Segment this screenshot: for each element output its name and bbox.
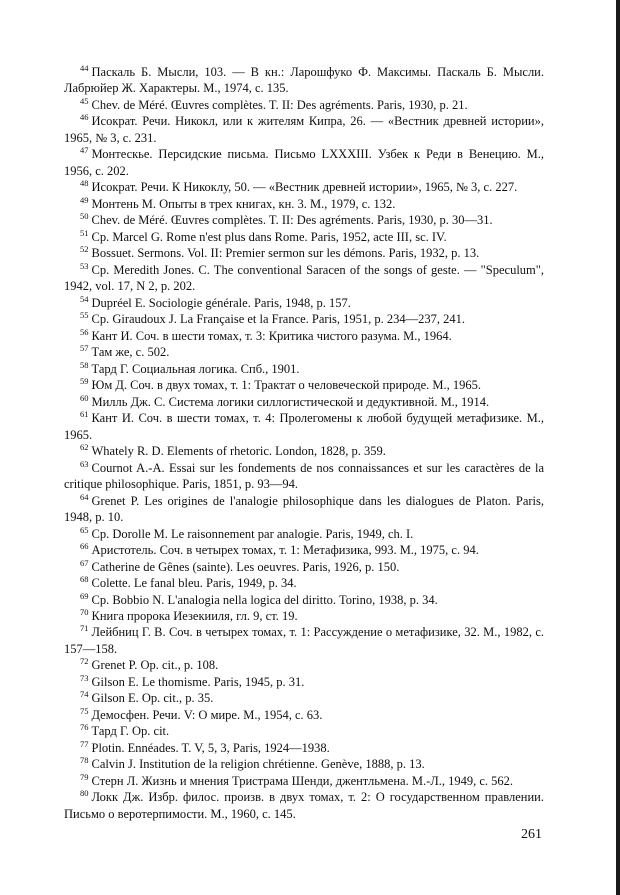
- footnote-number: 47: [80, 145, 89, 156]
- footnote-text: Chev. de Méré. Œuvres complètes. T. II: Des agréments. Paris, 1930, p. 21.: [91, 97, 468, 112]
- footnote-text: Cp. Meredith Jones. C. The conventional Saracen of the songs of geste. — "Speculum", 1942, vol. 17, N 2, p. 202.: [64, 262, 544, 294]
- footnote-text: Книга пророка Иезекииля, гл. 9, ст. 19.: [91, 608, 298, 623]
- footnote-number: 58: [80, 359, 89, 370]
- footnote: [64, 789, 544, 822]
- footnote-number: 77: [80, 738, 89, 749]
- footnote: [64, 113, 544, 146]
- footnote: [64, 64, 544, 97]
- footnote: [64, 245, 544, 261]
- footnote-number: 72: [80, 656, 89, 667]
- page-number: 261: [521, 827, 542, 842]
- footnote-text: Colette. Le fanal bleu. Paris, 1949, p. 34.: [91, 576, 297, 591]
- footnote: [64, 196, 544, 212]
- footnote-text: Calvin J. Institution de la religion chrétienne. Genève, 1888, p. 13.: [91, 757, 425, 772]
- footnote-text: Локк Дж. Избр. филос. произв. в двух томах, т. 2: О государственном правлении. Письмо о веротерпимости. М., 1960, с. 145.: [64, 790, 544, 821]
- footnote-number: 78: [80, 755, 89, 766]
- footnote: [64, 179, 544, 195]
- footnote-number: 80: [80, 788, 89, 799]
- footnote-number: 52: [80, 244, 89, 255]
- footnote-number: 74: [80, 689, 89, 700]
- footnote-text: Стерн Л. Жизнь и мнения Тристрама Шенди, джентльмена. М.-Л., 1949, с. 562.: [91, 773, 514, 788]
- footnote: [64, 575, 544, 591]
- footnote: [64, 756, 544, 772]
- footnote-number: 55: [80, 310, 89, 321]
- footnote-number: 71: [80, 623, 89, 634]
- footnote-text: Whately R. D. Elements of rhetoric. London, 1828, p. 359.: [91, 444, 386, 459]
- footnote: [64, 146, 544, 179]
- footnote: [64, 344, 544, 360]
- footnote-text: Исократ. Речи. Никокл, или к жителям Кипра, 26. — «Вестник древней истории», 1965, № 3, с. 231.: [64, 114, 544, 145]
- footnote: [64, 328, 544, 344]
- footnote-number: 54: [80, 293, 89, 304]
- footnote-text: Bossuet. Sermons. Vol. II: Premier sermon sur les démons. Paris, 1932, p. 13.: [91, 246, 480, 261]
- footnote-number: 51: [80, 227, 89, 238]
- footnote-number: 64: [80, 491, 89, 502]
- footnote-number: 46: [80, 112, 89, 123]
- footnote-number: 57: [80, 343, 89, 354]
- footnote: [64, 707, 544, 723]
- footnote: [64, 97, 544, 113]
- footnote-text: Cp. Dorolle M. Le raisonnement par analogie. Paris, 1949, ch. I.: [91, 526, 414, 541]
- footnote: [64, 443, 544, 459]
- footnote: [64, 493, 544, 526]
- footnote-number: 49: [80, 194, 89, 205]
- footnote: [64, 394, 544, 410]
- footnote-text: Монтескье. Персидские письма. Письмо LXXXIII. Узбек к Реди в Венецию. М., 1956, с. 202.: [64, 147, 544, 178]
- footnote-number: 62: [80, 442, 89, 453]
- footnote-text: Кант И. Соч. в шести томах, т. 3: Критика чистого разума. М., 1964.: [91, 328, 452, 343]
- footnote-text: Исократ. Речи. К Никоклу, 50. — «Вестник древней истории», 1965, № 3, с. 227.: [91, 180, 518, 195]
- footnote-text: Gilson E. Op. cit., p. 35.: [91, 691, 214, 706]
- footnote-number: 63: [80, 458, 89, 469]
- footnote-number: 61: [80, 409, 89, 420]
- footnote: [64, 377, 544, 393]
- footnote: [64, 657, 544, 673]
- footnote-number: 48: [80, 178, 89, 189]
- footnote-text: Там же, с. 502.: [91, 345, 170, 360]
- footnote: [64, 410, 544, 443]
- footnote-text: Chev. de Méré. Œuvres complètes. T. II: Des agréments. Paris, 1930, p. 30—31.: [91, 213, 493, 228]
- footnote-text: Паскаль Б. Мысли, 103. — В кн.: Ларошфуко Ф. Максимы. Паскаль Б. Мысли. Лабрюйер Ж. Характеры. М., 1974, с. 135.: [64, 65, 544, 96]
- footnote-text: Юм Д. Соч. в двух томах, т. 1: Трактат о человеческой природе. М., 1965.: [91, 378, 482, 393]
- footnote: [64, 690, 544, 706]
- footnote: [64, 460, 544, 493]
- footnote-text: Монтень М. Опыты в трех книгах, кн. 3. М., 1979, с. 132.: [91, 196, 396, 211]
- footnote: [64, 295, 544, 311]
- footnote-number: 75: [80, 705, 89, 716]
- footnote-number: 50: [80, 211, 89, 222]
- footnote-number: 68: [80, 574, 89, 585]
- footnote: [64, 674, 544, 690]
- footnote-text: Plotin. Ennéades. T. V, 5, 3, Paris, 1924—1938.: [91, 740, 330, 755]
- footnote-number: 65: [80, 524, 89, 535]
- footnote-number: 56: [80, 326, 89, 337]
- footnote-text: Grenet P. Les origines de l'analogie philosophique dans les dialogues de Platon. Paris, 1948, p. 10.: [64, 493, 544, 525]
- footnote: [64, 229, 544, 245]
- footnote-number: 45: [80, 95, 89, 106]
- footnote-number: 76: [80, 722, 89, 733]
- footnote-number: 66: [80, 541, 89, 552]
- footnote: [64, 542, 544, 558]
- footnote-text: Cp. Marcel G. Rome n'est plus dans Rome. Paris, 1952, acte III, sc. IV.: [91, 229, 447, 244]
- footnote-number: 70: [80, 606, 89, 617]
- footnote-text: Grenet P. Op. cit., p. 108.: [91, 658, 219, 673]
- scan-edge-shadow: [616, 0, 620, 895]
- footnote-text: Тард Г. Op. cit.: [91, 724, 170, 739]
- footnote-number: 79: [80, 771, 89, 782]
- footnote-text: Cournot A.-A. Essai sur les fondements de nos connaissances et sur les caractères de la critique philosophique. Paris, 1851, p. 93—94.: [64, 460, 544, 492]
- footnote: [64, 624, 544, 657]
- footnote-text: Тард Г. Социальная логика. Спб., 1901.: [91, 361, 300, 376]
- footnote-text: Cp. Giraudoux J. La Française et la France. Paris, 1951, p. 234—237, 241.: [91, 312, 466, 327]
- footnote-number: 53: [80, 260, 89, 271]
- footnote-number: 73: [80, 672, 89, 683]
- footnote-text: Аристотель. Соч. в четырех томах, т. 1: Метафизика, 993. М., 1975, с. 94.: [91, 543, 479, 558]
- footnote: [64, 592, 544, 608]
- footnote-number: 60: [80, 392, 89, 403]
- footnote-text: Кант И. Соч. в шести томах, т. 4: Пролегомены к любой будущей метафизике. М., 1965.: [64, 411, 544, 442]
- footnote-text: Catherine de Gênes (sainte). Les oeuvres. Paris, 1926, p. 150.: [91, 559, 400, 574]
- footnote: [64, 526, 544, 542]
- footnote-number: 59: [80, 376, 89, 387]
- footnote: [64, 608, 544, 624]
- footnote: [64, 740, 544, 756]
- footnote: [64, 361, 544, 377]
- footnote: [64, 723, 544, 739]
- footnote: [64, 773, 544, 789]
- footnote-text: Демосфен. Речи. V: О мире. М., 1954, с. 63.: [91, 707, 323, 722]
- footnotes-list: [64, 64, 544, 822]
- footnote-text: Лейбниц Г. В. Соч. в четырех томах, т. 1: Рассуждение о метафизике, 32. М., 1982, с. 157—158.: [64, 625, 544, 656]
- footnote-text: Милль Дж. С. Система логики силлогистической и дедуктивной. М., 1914.: [91, 394, 490, 409]
- footnote-text: Dupréel E. Sociologie générale. Paris, 1948, p. 157.: [91, 295, 351, 310]
- footnote-text: Cp. Bobbio N. L'analogia nella logica del diritto. Torino, 1938, p. 34.: [91, 592, 438, 607]
- footnote-text: Gilson E. Le thomisme. Paris, 1945, p. 31.: [91, 674, 305, 689]
- footnote: [64, 311, 544, 327]
- footnote-number: 44: [80, 63, 89, 73]
- footnote: [64, 212, 544, 228]
- footnote: [64, 262, 544, 295]
- footnote: [64, 559, 544, 575]
- footnote-number: 69: [80, 590, 89, 601]
- footnote-number: 67: [80, 557, 89, 568]
